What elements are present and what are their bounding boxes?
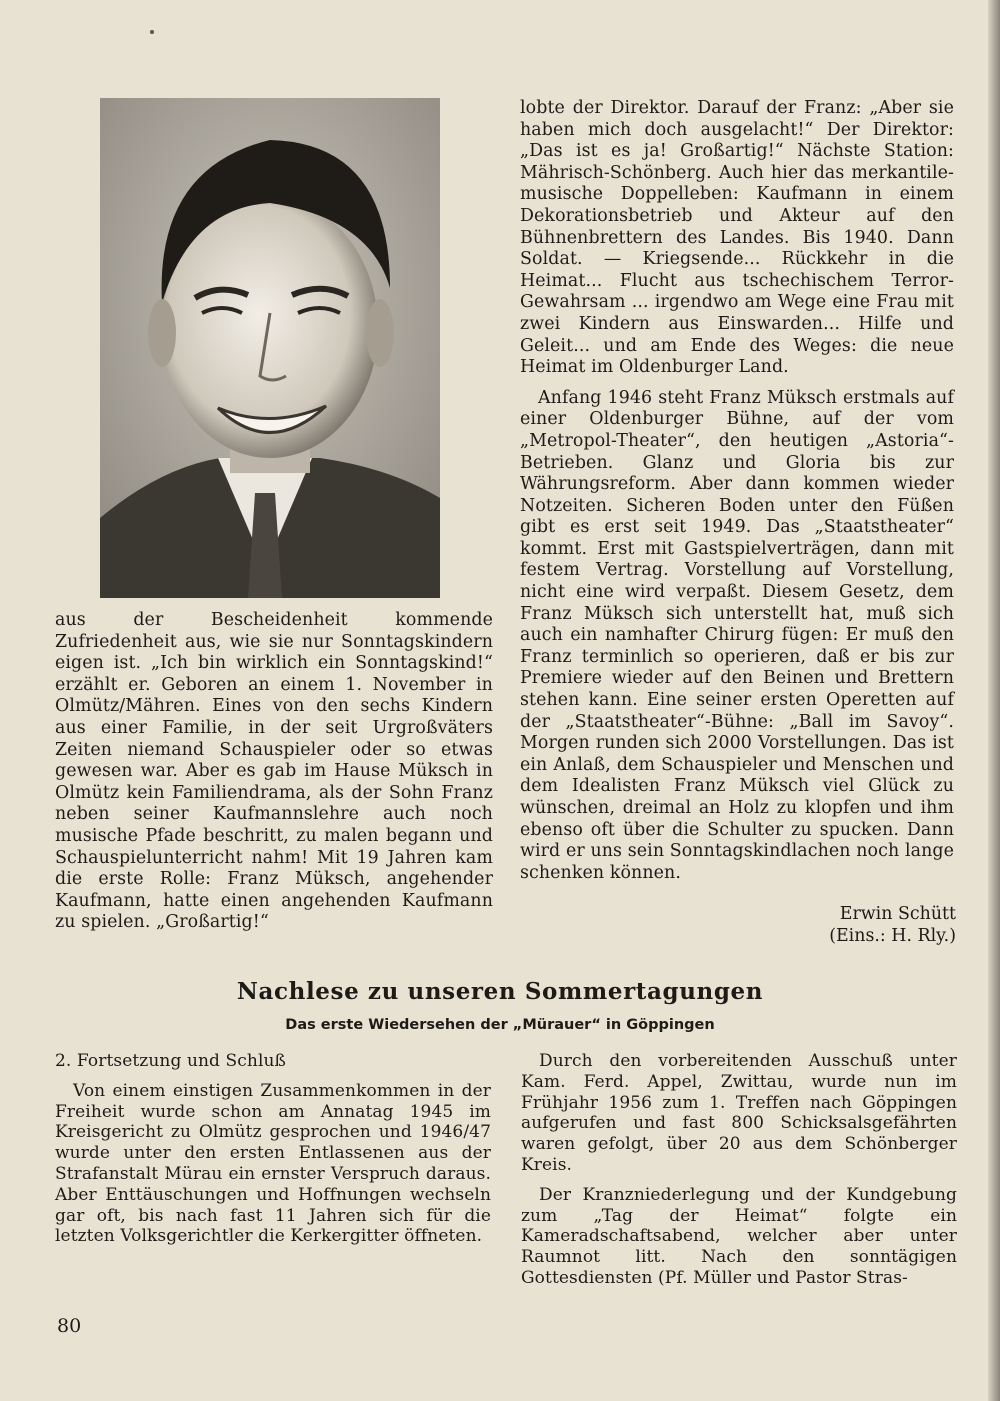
section-subheadline: Das erste Wiedersehen der „Mürauer“ in Göppingen	[285, 1017, 715, 1033]
article-paragraph: Der Kranzniederlegung und der Kundgebung zum „Tag der Heimat“ folgte ein Kameradschaftsabend, welcher aber unter Raumnot litt. Nach den sonntägigen Gottesdiensten (Pf. Müller und Pastor Stras-	[521, 1184, 957, 1288]
article-paragraph: Durch den vorbereitenden Ausschuß unter Kam. Ferd. Appel, Zwittau, wurde nun im Frühjahr 1956 zum 1. Treffen nach Göppingen aufgerufen und fast 800 Schicksalsgefährten waren gefolgt, über 20 aus dem Schönberger Kreis.	[521, 1051, 957, 1175]
article-top-right-column	[520, 98, 954, 884]
print-speck	[150, 30, 154, 34]
article-top-left-column	[55, 610, 493, 934]
portrait-photo	[100, 98, 440, 598]
continuation-label: 2. Fortsetzung und Schluß	[55, 1051, 286, 1071]
author-name: Erwin Schütt	[839, 904, 956, 924]
article-paragraph: Anfang 1946 steht Franz Müksch erstmals auf einer Oldenburger Bühne, auf der vom „Metropol-Theater“, den heutigen „Astoria“-Betrieben. Glanz und Gloria bis zur Währungsreform. Aber dann kommen wieder Notzeiten. Sicheren Boden unter den Füßen gibt es erst seit 1949. Das „Staatstheater“ kommt. Erst mit Gastspielverträgen, dann mit festem Vertrag. Vorstellung auf Vorstellung, nicht eine wird verpaßt. Diesem Gesetz, dem Franz Müksch sich unterstellt hat, muß sich auch ein namhafter Chirurg fügen: Er muß den Franz terminlich so operieren, daß er bis zur Premiere wieder auf den Beinen und Brettern stehen kann. Eine seiner ersten Operetten auf der „Staatstheater“-Bühne: „Ball im Savoy“. Morgen runden sich 2000 Vorstellungen. Das ist ein Anlaß, dem Schauspieler und Menschen und dem Idealisten Franz Müksch viel Glück zu wünschen, dreimal an Holz zu klopfen und ihm ebenso oft über die Schulter zu spucken. Dann wird er uns sein Sonntagskindlachen noch lange schenken können.	[520, 387, 954, 883]
article-signature	[760, 904, 956, 947]
article-paragraph: lobte der Direktor. Darauf der Franz: „Aber sie haben mich doch ausgelacht!“ Der Direktor: „Das ist es ja! Großartig!“ Nächste Station: Mährisch-Schönberg. Auch hier das merkantile-musische Doppelleben: Kaufmann in einem Dekorationsbetrieb und Akteur auf den Bühnenbrettern des Landes. Bis 1940. Dann Soldat. — Kriegsende... Rückkehr in die Heimat... Flucht aus tschechischem Terror-Gewahrsam ... irgendwo am Wege eine Frau mit zwei Kindern aus Einswarden... Hilfe und Geleit... und am Ende des Weges: die neue Heimat im Oldenburger Land.	[520, 98, 954, 378]
section-headline: Nachlese zu unseren Sommertagungen	[236, 978, 764, 1005]
article-bottom-right-column	[521, 1051, 957, 1289]
photo-credit: (Eins.: H. Rly.)	[829, 925, 956, 946]
page-edge-shadow	[988, 0, 1000, 1401]
article-paragraph: Von einem einstigen Zusammenkommen in der Freiheit wurde schon am Annatag 1945 im Kreisgericht zu Olmütz gesprochen und 1946/47 wurde unter den ersten Entlassenen aus der Strafanstalt Mürau ein ernster Verspruch daraus. Aber Enttäuschungen und Hoffnungen wechseln gar oft, bis nach fast 11 Jahren sich für die letzten Volksgerichtler die Kerkergitter öffneten.	[55, 1080, 491, 1247]
page-number: 80	[57, 1315, 82, 1337]
article-paragraph: aus der Bescheidenheit kommende Zufriedenheit aus, wie sie nur Sonntagskindern eigen ist. „Ich bin wirklich ein Sonntagskind!“ erzählt er. Geboren an einem 1. November in Olmütz/Mähren. Eines von den sechs Kindern aus einer Familie, in der seit Urgroßväters Zeiten niemand Schauspieler oder so etwas gewesen war. Aber es gab im Hause Müksch in Olmütz kein Familiendrama, als der Sohn Franz neben seiner Kaufmannslehre auch noch musische Pfade beschritt, zu malen begann und Schauspielunterricht nahm! Mit 19 Jahren kam die erste Rolle: Franz Müksch, angehender Kaufmann, hatte einen angehenden Kaufmann zu spielen. „Großartig!“	[55, 610, 493, 933]
article-bottom-left-column	[55, 1051, 491, 1247]
